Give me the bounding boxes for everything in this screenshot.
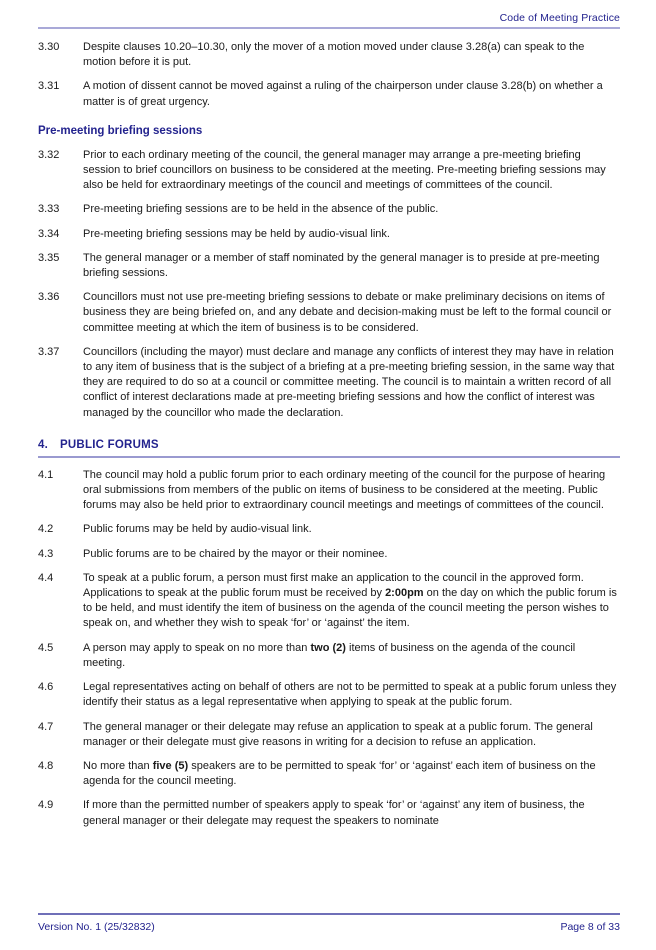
section-heading-number: 4. xyxy=(38,438,49,451)
clause-number: 4.9 xyxy=(38,799,54,812)
section-heading-divider xyxy=(38,456,620,458)
clause-text: If more than the permitted number of speakers apply to speak ‘for’ or ‘against’ any item of business, the general manager or their delegate may request the speakers to nominate xyxy=(83,799,585,827)
clause-number: 3.37 xyxy=(38,345,60,358)
clause-3.37 xyxy=(38,345,620,421)
clause-text: Prior to each ordinary meeting of the council, the general manager may arrange a pre-meeting briefing session to brief councillors on business to be considered at the meeting. Pre-meeting briefing sessions may also be held for extraordinary meetings of the council and meetings of committees of the council. xyxy=(83,148,606,192)
clause-4.4 xyxy=(38,571,620,632)
page-header xyxy=(38,12,620,29)
clause-number: 4.4 xyxy=(38,571,54,584)
clause-text: No more than five (5) speakers are to be permitted to speak ‘for’ or ‘against’ each item of business on the agenda for the council meeting. xyxy=(83,759,596,788)
header-title: Code of Meeting Practice xyxy=(499,12,620,24)
header-divider xyxy=(38,27,620,29)
clause-text: Pre-meeting briefing sessions are to be held in the absence of the public. xyxy=(83,203,439,216)
clause-number: 3.33 xyxy=(38,203,60,216)
clause-number: 4.1 xyxy=(38,468,54,481)
clause-text: A motion of dissent cannot be moved against a ruling of the chairperson under clause 3.28(b) on whether a matter is of great urgency. xyxy=(83,80,603,108)
clause-4.6 xyxy=(38,680,620,710)
clause-number: 4.2 xyxy=(38,523,54,536)
clause-text: To speak at a public forum, a person must first make an application to the council in the approved form. Applications to speak at the public forum must be received by 2:00pm on the day on which the public forum is to be held, and must identify the item of business on the agenda of the council meeting the person wishes to speak on, and whether they wish to speak ‘for’ or ‘against’ the item. xyxy=(83,571,617,630)
clause-text: Councillors must not use pre-meeting briefing sessions to debate or make preliminary decisions on items of business they are being briefed on, and any debate and decision-making must be left to the formal council or committee meeting at which the item of business is to be considered. xyxy=(83,291,612,334)
clause-3.33 xyxy=(38,202,620,217)
footer-page-number: Page 8 of 33 xyxy=(560,921,620,933)
section-heading xyxy=(38,438,620,458)
clause-text: The council may hold a public forum prior to each ordinary meeting of the council for the purpose of hearing oral submissions from members of the public on items of business to be considered at the meeting. Public forums may also be held prior to extraordinary council meetings and meetings of committees of the council. xyxy=(83,468,606,512)
clause-number: 3.36 xyxy=(38,291,60,304)
clause-number: 3.34 xyxy=(38,227,60,240)
clause-3.30 xyxy=(38,40,620,70)
clause-3.32 xyxy=(38,148,620,194)
clause-number: 3.31 xyxy=(38,80,60,93)
section-subheading: Pre-meeting briefing sessions xyxy=(38,124,203,137)
section-heading-row xyxy=(38,438,620,453)
footer-version: Version No. 1 (25/32832) xyxy=(38,921,155,933)
clause-text: Legal representatives acting on behalf of others are not to be permitted to speak at a public forum unless they identify their status as a legal representative when applying to speak at the public forum. xyxy=(83,681,617,709)
clause-4.7 xyxy=(38,720,620,750)
clause-number: 4.6 xyxy=(38,681,54,694)
clause-3.31 xyxy=(38,79,620,109)
clause-text: A person may apply to speak on no more than two (2) items of business on the agenda of the council meeting. xyxy=(83,641,576,669)
footer-row xyxy=(38,920,620,934)
clause-number: 4.8 xyxy=(38,759,54,772)
clause-4.9 xyxy=(38,798,620,828)
clause-3.35 xyxy=(38,251,620,281)
page-footer xyxy=(38,913,620,934)
document-body xyxy=(38,40,620,838)
clause-text: Public forums are to be chaired by the mayor or their nominee. xyxy=(83,547,388,560)
clause-text: Despite clauses 10.20–10.30, only the mover of a motion moved under clause 3.28(a) can speak to the motion before it is put. xyxy=(83,41,585,69)
clause-text: Councillors (including the mayor) must declare and manage any conflicts of interest they may have in relation to any item of business that is the subject of a briefing at a pre-meeting briefing session, in the same way that they are required to do so at a council or committee meeting. The council is to maintain a written record of all conflict of interest declarations made at pre-meeting briefing sessions and how the conflict of interest was managed by the councillor who made the declaration. xyxy=(83,345,615,419)
clause-text: Public forums may be held by audio-visual link. xyxy=(83,523,312,536)
clause-4.3 xyxy=(38,547,620,562)
clause-number: 4.5 xyxy=(38,641,54,654)
clause-4.1 xyxy=(38,468,620,514)
clause-number: 4.7 xyxy=(38,720,54,733)
clause-4.8 xyxy=(38,759,620,789)
clause-text: The general manager or their delegate may refuse an application to speak at a public forum. The general manager or their delegate must give reasons in writing for a decision to refuse an application. xyxy=(83,720,593,748)
clause-number: 3.35 xyxy=(38,251,60,264)
clause-number: 3.30 xyxy=(38,41,60,53)
clause-3.36 xyxy=(38,290,620,336)
clause-number: 3.32 xyxy=(38,148,60,161)
section-heading-label: PUBLIC FORUMS xyxy=(60,438,159,451)
footer-divider xyxy=(38,913,620,915)
clause-text: The general manager or a member of staff nominated by the general manager is to preside at pre-meeting briefing sessions. xyxy=(83,251,600,280)
clause-number: 4.3 xyxy=(38,547,54,560)
clause-3.34 xyxy=(38,227,620,242)
clause-text: Pre-meeting briefing sessions may be held by audio-visual link. xyxy=(83,227,390,240)
clause-4.5 xyxy=(38,641,620,671)
clause-4.2 xyxy=(38,522,620,537)
